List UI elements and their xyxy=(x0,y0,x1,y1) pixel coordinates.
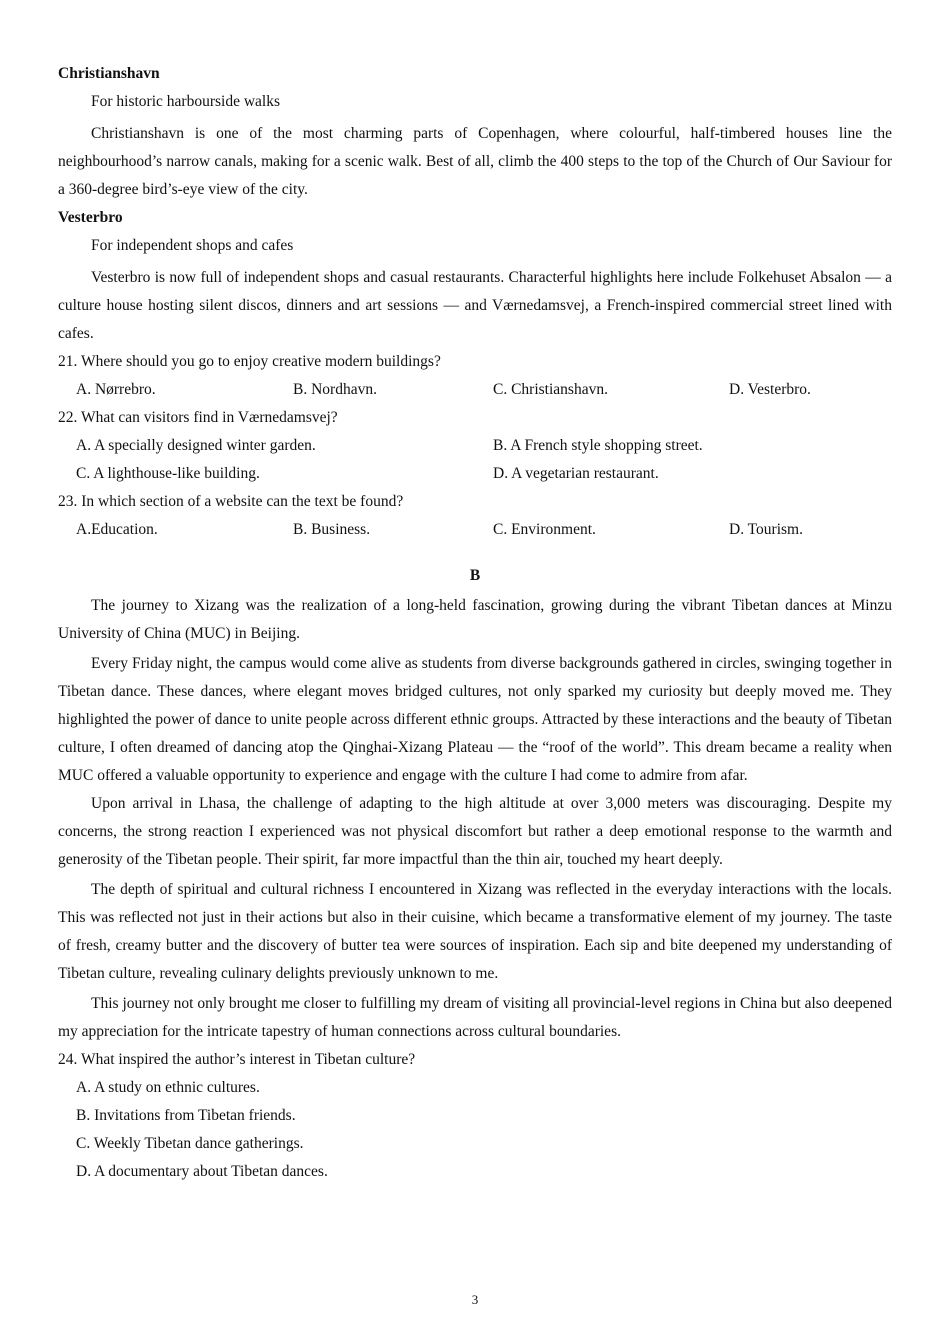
question-23-options xyxy=(58,516,892,544)
option-d: D. A documentary about Tibetan dances. xyxy=(76,1163,328,1180)
place-tagline-vesterbro: For independent shops and cafes xyxy=(91,237,294,254)
question-21: 21. Where should you go to enjoy creative modern buildings? xyxy=(58,353,441,370)
passage-paragraph-1: The journey to Xizang was the realization of a long-held fascination, growing during the vibrant Tibetan dances at Minzu University of China (MUC) in Beijing. xyxy=(58,597,892,642)
place-description-vesterbro: Vesterbro is now full of independent shops and casual restaurants. Characterful highlights here include Folkehuset Absalon — a culture house hosting silent discos, dinners and art sessions — and Værnedamsvej, a French-inspired commercial street lined with cafes. xyxy=(58,269,892,342)
option-a: A.Education. xyxy=(76,521,158,538)
passage-paragraph-2: Every Friday night, the campus would come alive as students from diverse backgrounds gathered in circles, swinging together in Tibetan dance. These dances, where elegant moves bridged cultures, not only sparked my curiosity but deeply moved me. They highlighted the power of dance to unite people across different ethnic groups. Attracted by these interactions and the beauty of Tibetan culture, I often dreamed of dancing atop the Qinghai-Xizang Plateau — the “roof of the world”. This dream became a reality when MUC offered a valuable opportunity to experience and engage with the culture I had come to admire from afar. xyxy=(58,655,892,784)
option-d: D. Vesterbro. xyxy=(729,381,811,398)
place-heading-christianshavn: Christianshavn xyxy=(58,65,160,82)
option-b: B. Invitations from Tibetan friends. xyxy=(76,1107,296,1124)
page-number: 3 xyxy=(471,1292,479,1307)
document-page xyxy=(58,60,892,1186)
option-c: C. A lighthouse-like building. xyxy=(76,465,260,482)
passage-paragraph-3: Upon arrival in Lhasa, the challenge of adapting to the high altitude at over 3,000 meters was discouraging. Despite my concerns, the strong reaction I experienced was not physical discomfort but rather a deep emotional response to the warmth and generosity of the Tibetan people. Their spirit, far more impactful than the thin air, touched my heart deeply. xyxy=(58,795,892,868)
question-24-options xyxy=(58,1074,892,1186)
option-a: A. A specially designed winter garden. xyxy=(76,437,316,454)
place-description-christianshavn: Christianshavn is one of the most charming parts of Copenhagen, where colourful, half-timbered houses line the neighbourhood’s narrow canals, making for a scenic walk. Best of all, climb the 400 steps to the top of the Church of Our Saviour for a 360-degree bird’s-eye view of the city. xyxy=(58,125,892,198)
question-22-options xyxy=(58,432,892,488)
option-d: D. A vegetarian restaurant. xyxy=(493,465,659,482)
section-b-title: B xyxy=(469,567,481,584)
question-21-options xyxy=(58,376,892,404)
option-a: A. Nørrebro. xyxy=(76,381,156,398)
question-24: 24. What inspired the author’s interest in Tibetan culture? xyxy=(58,1051,416,1068)
passage-paragraph-4: The depth of spiritual and cultural richness I encountered in Xizang was reflected in the everyday interactions with the locals. This was reflected not just in their actions but also in their cuisine, which became a transformative element of my journey. The taste of fresh, creamy butter and the discovery of butter tea were sources of inspiration. Each sip and bite deepened my understanding of Tibetan culture, revealing culinary delights previously unknown to me. xyxy=(58,881,892,982)
option-b: B. A French style shopping street. xyxy=(493,437,703,454)
option-a: A. A study on ethnic cultures. xyxy=(76,1079,260,1096)
option-b: B. Nordhavn. xyxy=(293,381,377,398)
question-23: 23. In which section of a website can the text be found? xyxy=(58,493,404,510)
option-c: C. Christianshavn. xyxy=(493,381,608,398)
option-d: D. Tourism. xyxy=(729,521,803,538)
passage-paragraph-5: This journey not only brought me closer to fulfilling my dream of visiting all provincial-level regions in China but also deepened my appreciation for the intricate tapestry of human connections across cultural boundaries. xyxy=(58,995,892,1040)
option-b: B. Business. xyxy=(293,521,371,538)
option-c: C. Environment. xyxy=(493,521,596,538)
question-22: 22. What can visitors find in Værnedamsvej? xyxy=(58,409,338,426)
place-heading-vesterbro: Vesterbro xyxy=(58,209,123,226)
option-c: C. Weekly Tibetan dance gatherings. xyxy=(76,1135,304,1152)
place-tagline-christianshavn: For historic harbourside walks xyxy=(91,93,280,110)
